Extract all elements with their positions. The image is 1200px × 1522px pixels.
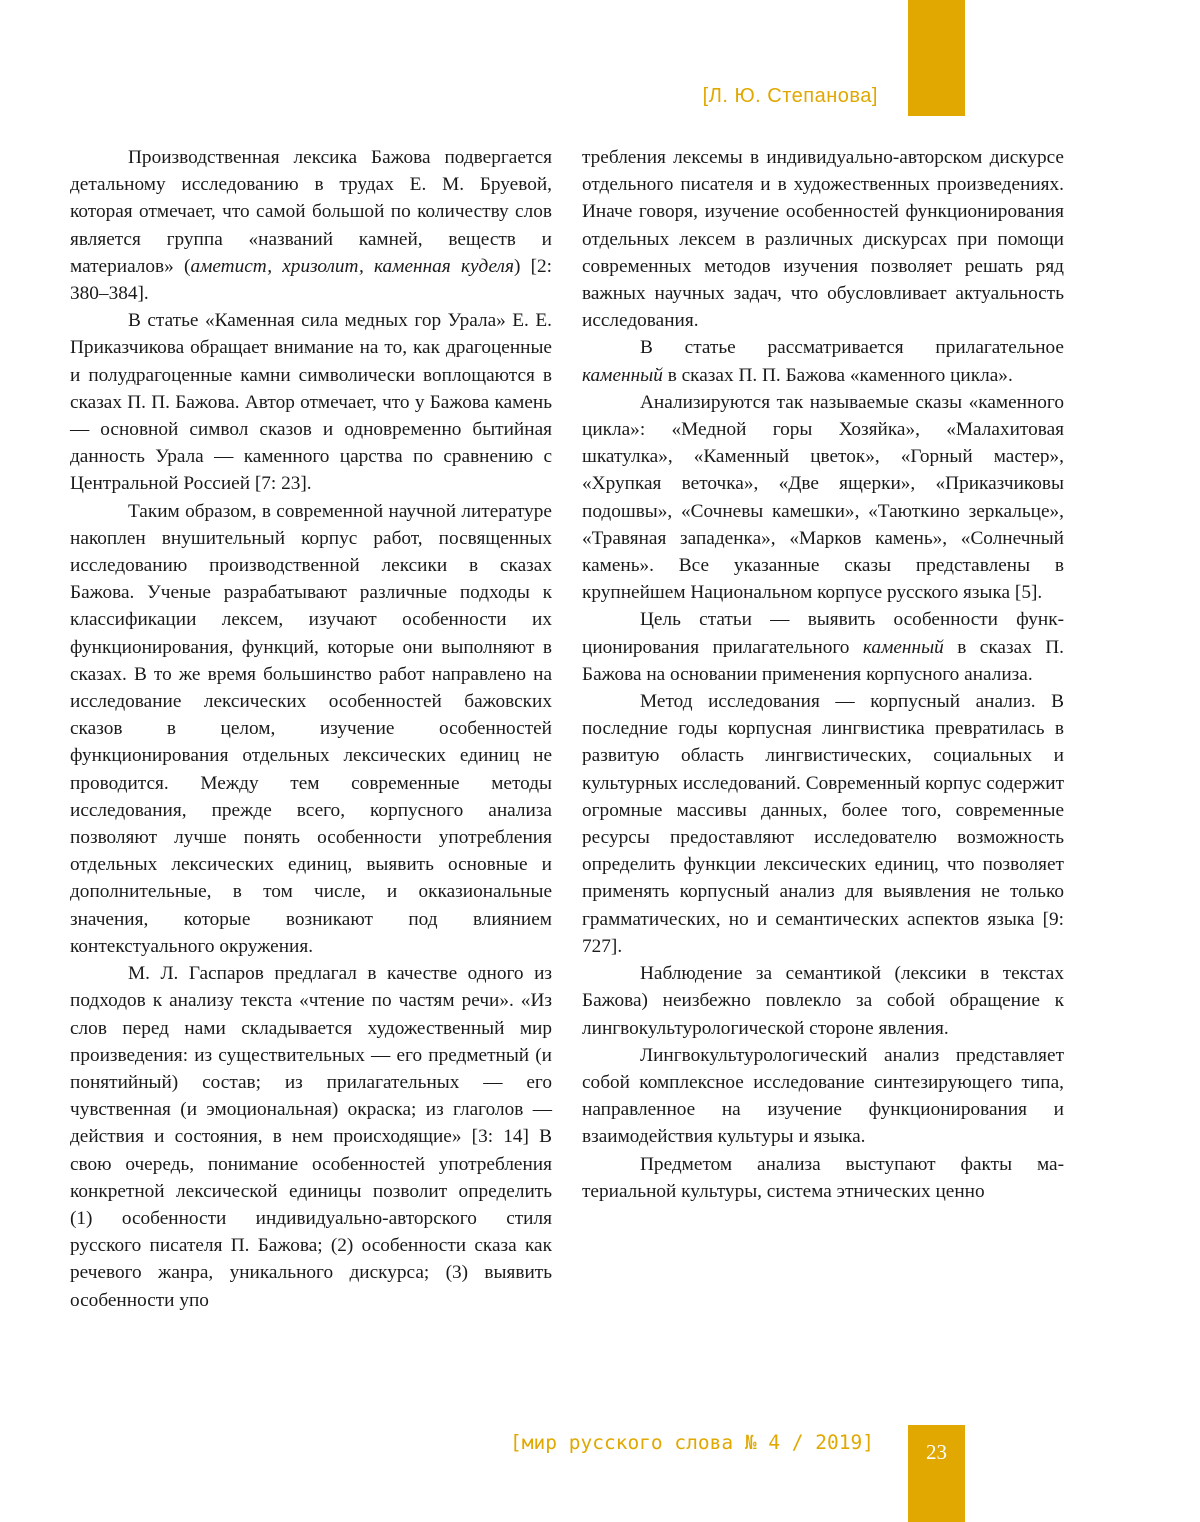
paragraph: Производственная лексика Бажова подвергается детальному исследованию в трудах Е. М. Бруевой, которая отмечает, что самой большой по количеству слов является группа «названий камней, веществ и материалов» (аметист, хризолит, каменная куделя) [2: 380–384]. [70,147,552,305]
paragraph: Лингвокультурологический анализ представляет собой комплексное исследование синтезирующего типа, направленное на изучение функционирования и взаимодействия культуры и языка. [582,1044,1064,1148]
paragraph: Метод исследования — корпусный анализ. В последние годы корпусная лингвистика превратилась в развитую область лингвистических, социальных и культурных исследований. Современный корпус содержит огромные массивы данных, более того, современные ресурсы предоставляют исследователю возможность определить функции лексических единиц, что позволяет применять корпусный анализ для выявления не только грамматических, но и семантических аспектов языка [9: 727]. [582,691,1064,957]
paragraph: В статье рассматривается прилагательное каменный в сказах П. П. Бажова «каменного цикла». [582,337,1064,386]
paragraph: Таким образом, в современной научной литературе накоплен внушительный корпус работ, посвященных исследованию производственной лексики в сказах Бажова. Ученые разрабатывают различные подходы к классификации лексем, изучают особенности их функционирования, функций, которые они выполняют в сказах. В то же время большинство работ направлено на исследование лексических особенностей бажовских сказов в целом, изучение особенностей функционирования отдельных лексических единиц не проводится. Между тем современные методы исследования, прежде всего, корпусного анализа позволяют лучше понять особенности употребления отдельных лексических единиц, выявить основные и дополнительные, в том числе, и окказиональные значения, которые возникают под влиянием контекстуального окружения. [70,500,552,957]
paragraph: М. Л. Гаспаров предлагал в качестве одного из подходов к анализу текста «чтение по частям речи». «Из слов перед нами складывается художественный мир произведения: из существительных — его предметный (и понятийный) состав; из прилагательных — его чувственная (и эмоциональная) окраска; из глаголов — действия и состояния, в нем происходящие» [3: 14] В свою очередь, понимание особенностей употребления конкретной лексической единицы позволит определить (1) особенности индивидуально-авторского стиля русского писателя П. Бажова; (2) особенности сказа как речевого жанра, уникального дискурса; (3) выявить особенности упо [70,963,552,1311]
accent-bar-top [908,0,965,116]
paragraph: Наблюдение за семантикой (лексики в текстах Бажова) неизбежно повлекло за собой обращение к лингвокультурологической стороне явления. [582,963,1064,1039]
running-head-author: [Л. Ю. Степанова] [702,85,878,107]
paragraph: Цель статьи — выявить особенности функционирования прилагательного каменный в сказах П. Бажова на основании применения корпусного анализа. [582,609,1064,685]
journal-footer: [мир русского слова № 4 / 2019] [510,1431,874,1454]
paragraph-continued: требления лексемы в индивидуально-авторском дискурсе отдельного писателя и в художественных произведениях. Иначе говоря, изучение особенностей функционирования отдельных лексем в различных дискурсах при помощи современных методов изучения позволяет решать ряд важных научных задач, что обусловливает актуальность исследования. [582,147,1064,332]
page-number: 23 [926,1440,947,1464]
left-column [70,144,552,1314]
right-column [582,144,1064,1205]
paragraph: Анализируются так называемые сказы «каменного цикла»: «Медной горы Хозяйка», «Малахитовая шкатулка», «Каменный цветок», «Горный мастер», «Хрупкая веточка», «Две ящерки», «Приказчиковы подошвы», «Сочневы камешки», «Таюткино зеркальце», «Травяная западенка», «Марков камень», «Солнечный камень». Все указанные сказы представлены в крупнейшем Национальном корпусе русского языка [5]. [582,391,1064,604]
paragraph: Предметом анализа выступают факты материальной культуры, система этнических ценно [582,1153,1064,1202]
paragraph: В статье «Каменная сила медных гор Урала» Е. Е. Приказчикова обращает внимание на то, как драгоценные и полудрагоценные камни символически воплощаются в сказах П. П. Бажова. Автор отмечает, что у Бажова камень — основной символ сказов и одновременно бытийная данность Урала — каменного царства по сравнению с Центральной Россией [7: 23]. [70,310,552,495]
